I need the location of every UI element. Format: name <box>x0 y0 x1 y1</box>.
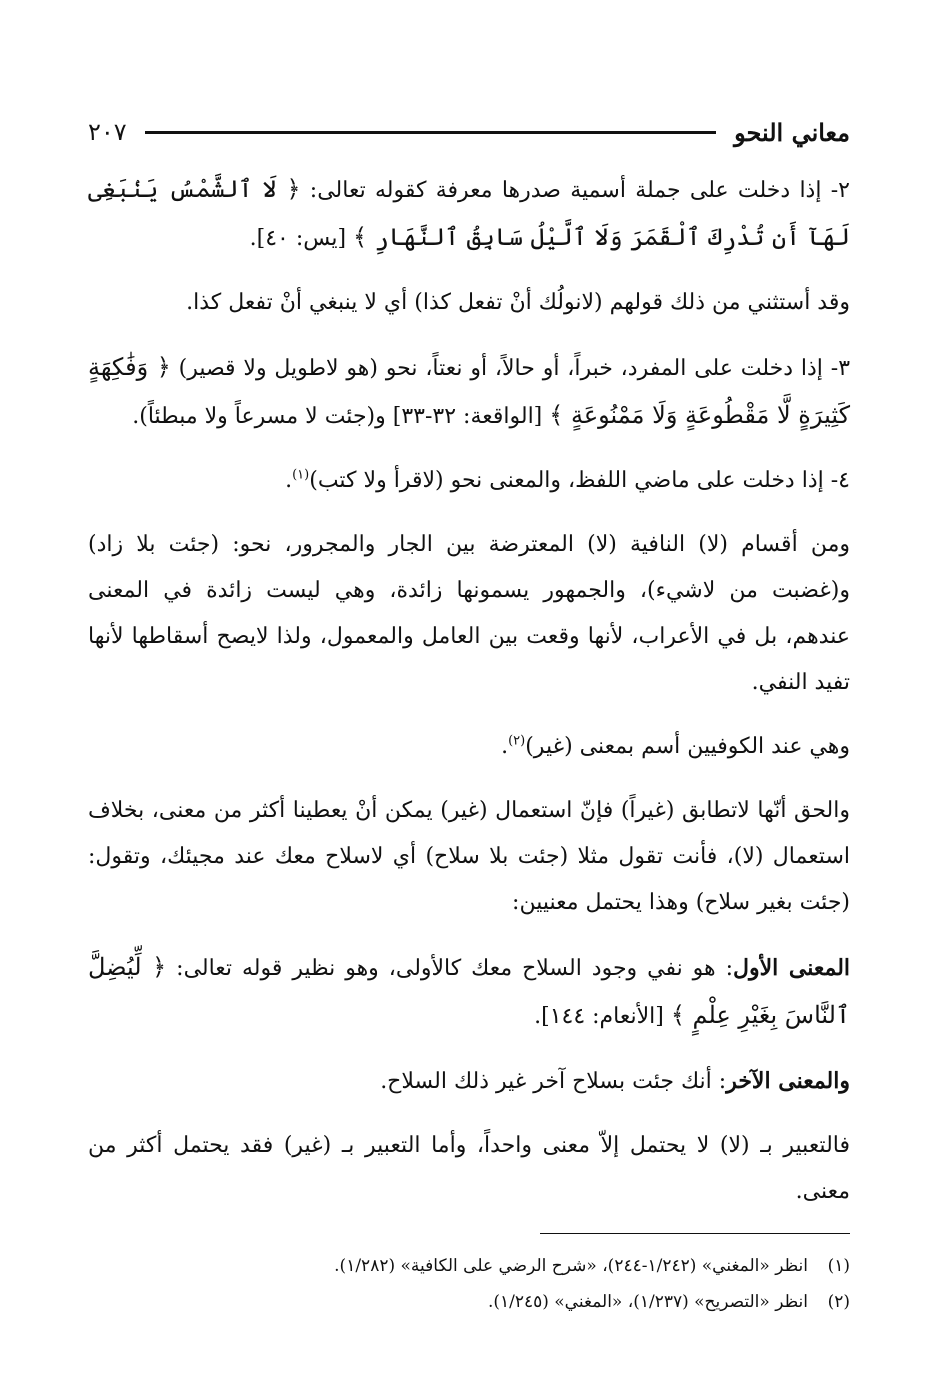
quran-verse: ﴿ وَفَٰكِهَةٍ كَثِيرَةٍ لَّا مَقْطُوعَةٍ وَلَا مَمْنُوعَةٍ ﴾ <box>88 353 850 429</box>
paragraph-6: وهي عند الكوفيين أسم بمعنى (غير)$^{(٢)}$. <box>501 733 850 759</box>
paragraph-2: وقد أستثني من ذلك قولهم (لانولُك أنْ تفعل كذا) أي لا ينبغي أنْ تفعل كذا. <box>186 290 850 315</box>
paragraph-9: والمعنى الآخر: أنك جئت بسلاح آخر غير ذلك السلاح. <box>380 1068 850 1094</box>
footnote-number: (٢) <box>827 1292 850 1312</box>
footnotes <box>88 1248 850 1320</box>
page-header <box>88 110 850 154</box>
paragraph-10: فالتعبير بـ (لا) لا يحتمل إلاّ معنى واحداً، وأما التعبير بـ (غير) فقد يحتمل أكثر من معنى. <box>88 1133 850 1204</box>
heading-second-meaning: والمعنى الآخر <box>726 1068 850 1094</box>
page-number: ٢٠٧ <box>88 118 127 146</box>
quran-verse: ﴿ لِّيُضِلَّ ٱلنَّاسَ بِغَيْرِ عِلْمٍ ﴾ <box>88 953 850 1029</box>
paragraph-4: ٤- إذا دخلت على ماضي اللفظ، والمعنى نحو (لاقرأ ولا كتب)$^{(١)}$. <box>285 467 850 493</box>
footnote-separator <box>540 1233 850 1234</box>
footnote-number: (١) <box>827 1256 850 1276</box>
heading-first-meaning: المعنى الأول <box>733 955 851 981</box>
quran-verse: ﴿ لَا ٱلشَّمْسُ يَنۢبَغِى لَهَآ أَن تُدْرِكَ ٱلْقَمَرَ وَلَا ٱلَّيْلُ سَابِقُ ٱلنَّهَارِ ﴾ <box>88 175 850 251</box>
page <box>88 110 850 1320</box>
paragraph-1: ٢- إذا دخلت على جملة أسمية صدرها معرفة كقوله تعالى: ﴿ لَا ٱلشَّمْسُ يَنۢبَغِى لَهَآ أَن تُدْرِكَ ٱلْقَمَرَ وَلَا ٱلَّيْلُ سَابِقُ ٱلنَّهَارِ ﴾ [يس: ٤٠]. <box>88 175 850 251</box>
paragraph-7: والحق أنّها لاتطابق (غيراً) فإنّ استعمال (غير) يمكن أنْ يعطينا أكثر من معنى، بخلاف استعمال (لا)، فأنت تقول مثلا (جئت بلا سلاح) أي لاسلاح معك عند مجيئك، وتقول: (جئت بغير سلاح) وهذا يحتمل معنيين: <box>88 798 850 915</box>
book-title: معاني النحو <box>734 117 850 147</box>
footnote-ref[interactable]: (١) <box>292 467 310 483</box>
body-text <box>88 166 850 1215</box>
footnote-ref[interactable]: (٢) <box>508 733 526 749</box>
footnote-1 <box>88 1248 850 1284</box>
header-rule <box>145 131 716 134</box>
paragraph-8: المعنى الأول: هو نفي وجود السلاح معك كالأولى، وهو نظير قوله تعالى: ﴿ لِّيُضِلَّ ٱلنَّاسَ بِغَيْرِ عِلْمٍ ﴾ [الأنعام: ١٤٤]. <box>88 953 851 1029</box>
footnote-2 <box>88 1284 850 1320</box>
footnote-text: انظر «المغني» (١/٢٤٢-٢٤٤)، «شرح الرضي على الكافية» (١/٢٨٢). <box>334 1256 808 1276</box>
paragraph-3: ٣- إذا دخلت على المفرد، خبراً، أو حالاً، أو نعتاً، نحو (هو لاطويل ولا قصير) ﴿ وَفَٰكِهَةٍ كَثِيرَةٍ لَّا مَقْطُوعَةٍ وَلَا مَمْنُوعَةٍ ﴾ [الواقعة: ٣٢-٣٣] و(جئت لا مسرعاً ولا مبطئاً). <box>88 353 851 429</box>
footnote-text: انظر «التصريح» (١/٢٣٧)، «المغني» (١/٢٤٥). <box>487 1292 808 1312</box>
paragraph-5: ومن أقسام (لا) النافية (لا) المعترضة بين الجار والمجرور، نحو: (جئت بلا زاد) و(غضبت من لاشيء)، والجمهور يسمونها زائدة، وهي ليست زائدة في المعنى عندهم، بل في الأعراب، لأنها وقعت بين العامل والمعمول، ولذا لايصح أسقاطها لأنها تفيد النفي. <box>88 532 850 695</box>
